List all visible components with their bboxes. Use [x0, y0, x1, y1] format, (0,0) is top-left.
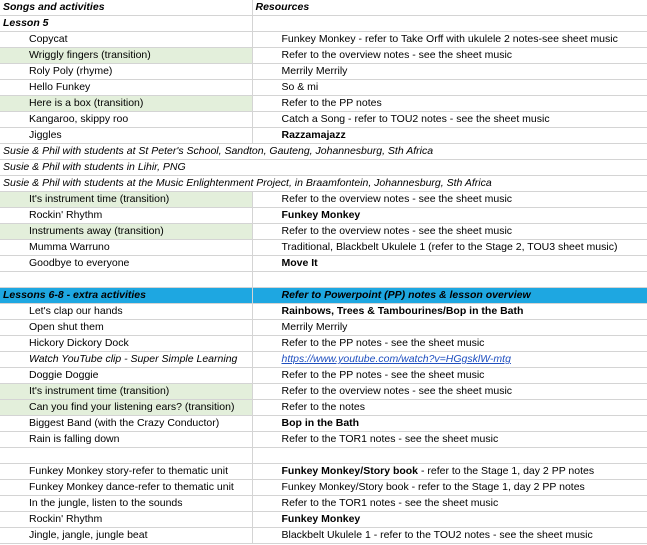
table-row [0, 464, 647, 480]
song-cell: Doggie Doggie [0, 368, 252, 384]
table-row [0, 512, 647, 528]
table-row [0, 304, 647, 320]
lesson5-title: Lesson 5 [0, 16, 252, 32]
table-row [0, 432, 647, 448]
blank-row [0, 272, 647, 288]
table-row [0, 32, 647, 48]
empty-cell [252, 16, 647, 32]
song-cell: Let's clap our hands [0, 304, 252, 320]
resource-cell: Refer to the overview notes - see the sheet music [252, 48, 647, 64]
section-row [0, 16, 647, 32]
song-cell: Hello Funkey [0, 80, 252, 96]
table-row [0, 480, 647, 496]
song-cell: Copycat [0, 32, 252, 48]
resource-cell: Refer to the overview notes - see the sheet music [252, 192, 647, 208]
song-cell: Rockin' Rhythm [0, 208, 252, 224]
resource-cell: Refer to the TOR1 notes - see the sheet music [252, 432, 647, 448]
song-cell: Wriggly fingers (transition) [0, 48, 252, 64]
song-cell: Can you find your listening ears? (transition) [0, 400, 252, 416]
resource-cell: Funkey Monkey [252, 208, 647, 224]
header-resources: Resources [252, 0, 647, 16]
header-row [0, 0, 647, 16]
note-cell: Susie & Phil with students in Lihir, PNG [0, 160, 647, 176]
note-row [0, 144, 647, 160]
note-row [0, 160, 647, 176]
table-row [0, 496, 647, 512]
resource-cell: Funkey Monkey - refer to Take Orff with ukulele 2 notes-see sheet music [252, 32, 647, 48]
resource-cell: Merrily Merrily [252, 320, 647, 336]
song-cell: It's instrument time (transition) [0, 192, 252, 208]
table-row [0, 320, 647, 336]
song-cell: Goodbye to everyone [0, 256, 252, 272]
blank-row [0, 448, 647, 464]
song-cell: Open shut them [0, 320, 252, 336]
table-row [0, 208, 647, 224]
table-row [0, 224, 647, 240]
empty-cell [252, 448, 647, 464]
table-row [0, 96, 647, 112]
table-row [0, 352, 647, 368]
youtube-link[interactable]: https://www.youtube.com/watch?v=HGgsklW-mtg [281, 353, 511, 365]
table-row [0, 336, 647, 352]
song-cell: Kangaroo, skippy roo [0, 112, 252, 128]
song-cell: Rain is falling down [0, 432, 252, 448]
resource-cell: Funkey Monkey [252, 512, 647, 528]
table-row [0, 384, 647, 400]
section-row [0, 288, 647, 304]
resource-cell: Refer to the overview notes - see the sheet music [252, 384, 647, 400]
song-cell: Biggest Band (with the Crazy Conductor) [0, 416, 252, 432]
resource-cell: Refer to the notes [252, 400, 647, 416]
table-row [0, 192, 647, 208]
resource-cell: Merrily Merrily [252, 64, 647, 80]
resource-cell: So & mi [252, 80, 647, 96]
song-cell: Funkey Monkey story-refer to thematic unit [0, 464, 252, 480]
table-row [0, 48, 647, 64]
resource-cell: Move It [252, 256, 647, 272]
resource-cell: Refer to the overview notes - see the sheet music [252, 224, 647, 240]
table-row [0, 368, 647, 384]
resource-rest-part: - refer to the Stage 1, day 2 PP notes [418, 465, 595, 477]
table-row [0, 64, 647, 80]
resource-cell [252, 464, 647, 480]
resource-cell: Blackbelt Ukulele 1 - refer to the TOU2 notes - see the sheet music [252, 528, 647, 544]
note-cell: Susie & Phil with students at the Music Enlightenment Project, in Braamfontein, Johannesburg, Sth Africa [0, 176, 647, 192]
resource-cell [252, 352, 647, 368]
table-row [0, 128, 647, 144]
table-row [0, 256, 647, 272]
song-cell: In the jungle, listen to the sounds [0, 496, 252, 512]
resource-bold-part: Funkey Monkey/Story book [281, 465, 419, 477]
empty-cell [252, 272, 647, 288]
song-cell: Funkey Monkey dance-refer to thematic unit [0, 480, 252, 496]
resource-cell: Catch a Song - refer to TOU2 notes - see the sheet music [252, 112, 647, 128]
note-cell: Susie & Phil with students at St Peter's School, Sandton, Gauteng, Johannesburg, Sth Africa [0, 144, 647, 160]
song-cell: It's instrument time (transition) [0, 384, 252, 400]
note-row [0, 176, 647, 192]
song-cell: Instruments away (transition) [0, 224, 252, 240]
song-cell: Jiggles [0, 128, 252, 144]
header-songs: Songs and activities [0, 0, 252, 16]
song-cell: Watch YouTube clip - Super Simple Learning [0, 352, 252, 368]
resource-cell: Traditional, Blackbelt Ukulele 1 (refer to the Stage 2, TOU3 sheet music) [252, 240, 647, 256]
lessons68-resources-title: Refer to Powerpoint (PP) notes & lesson overview [252, 288, 647, 304]
resource-cell: Razzamajazz [252, 128, 647, 144]
song-cell: Rockin' Rhythm [0, 512, 252, 528]
song-cell: Roly Poly (rhyme) [0, 64, 252, 80]
empty-cell [0, 272, 252, 288]
resource-cell: Refer to the PP notes [252, 96, 647, 112]
resource-cell: Refer to the TOR1 notes - see the sheet music [252, 496, 647, 512]
resource-cell: Funkey Monkey/Story book - refer to the Stage 1, day 2 PP notes [252, 480, 647, 496]
lessons68-title: Lessons 6-8 - extra activities [0, 288, 252, 304]
song-cell: Mumma Warruno [0, 240, 252, 256]
table-row [0, 80, 647, 96]
table-row [0, 240, 647, 256]
resource-cell: Bop in the Bath [252, 416, 647, 432]
resource-cell: Refer to the PP notes - see the sheet music [252, 336, 647, 352]
resource-cell: Rainbows, Trees & Tambourines/Bop in the Bath [252, 304, 647, 320]
table-row [0, 416, 647, 432]
resource-cell: Refer to the PP notes - see the sheet music [252, 368, 647, 384]
song-cell: Hickory Dickory Dock [0, 336, 252, 352]
table-row [0, 112, 647, 128]
table-row [0, 400, 647, 416]
table-row [0, 528, 647, 544]
song-cell: Here is a box (transition) [0, 96, 252, 112]
song-cell: Jingle, jangle, jungle beat [0, 528, 252, 544]
empty-cell [0, 448, 252, 464]
